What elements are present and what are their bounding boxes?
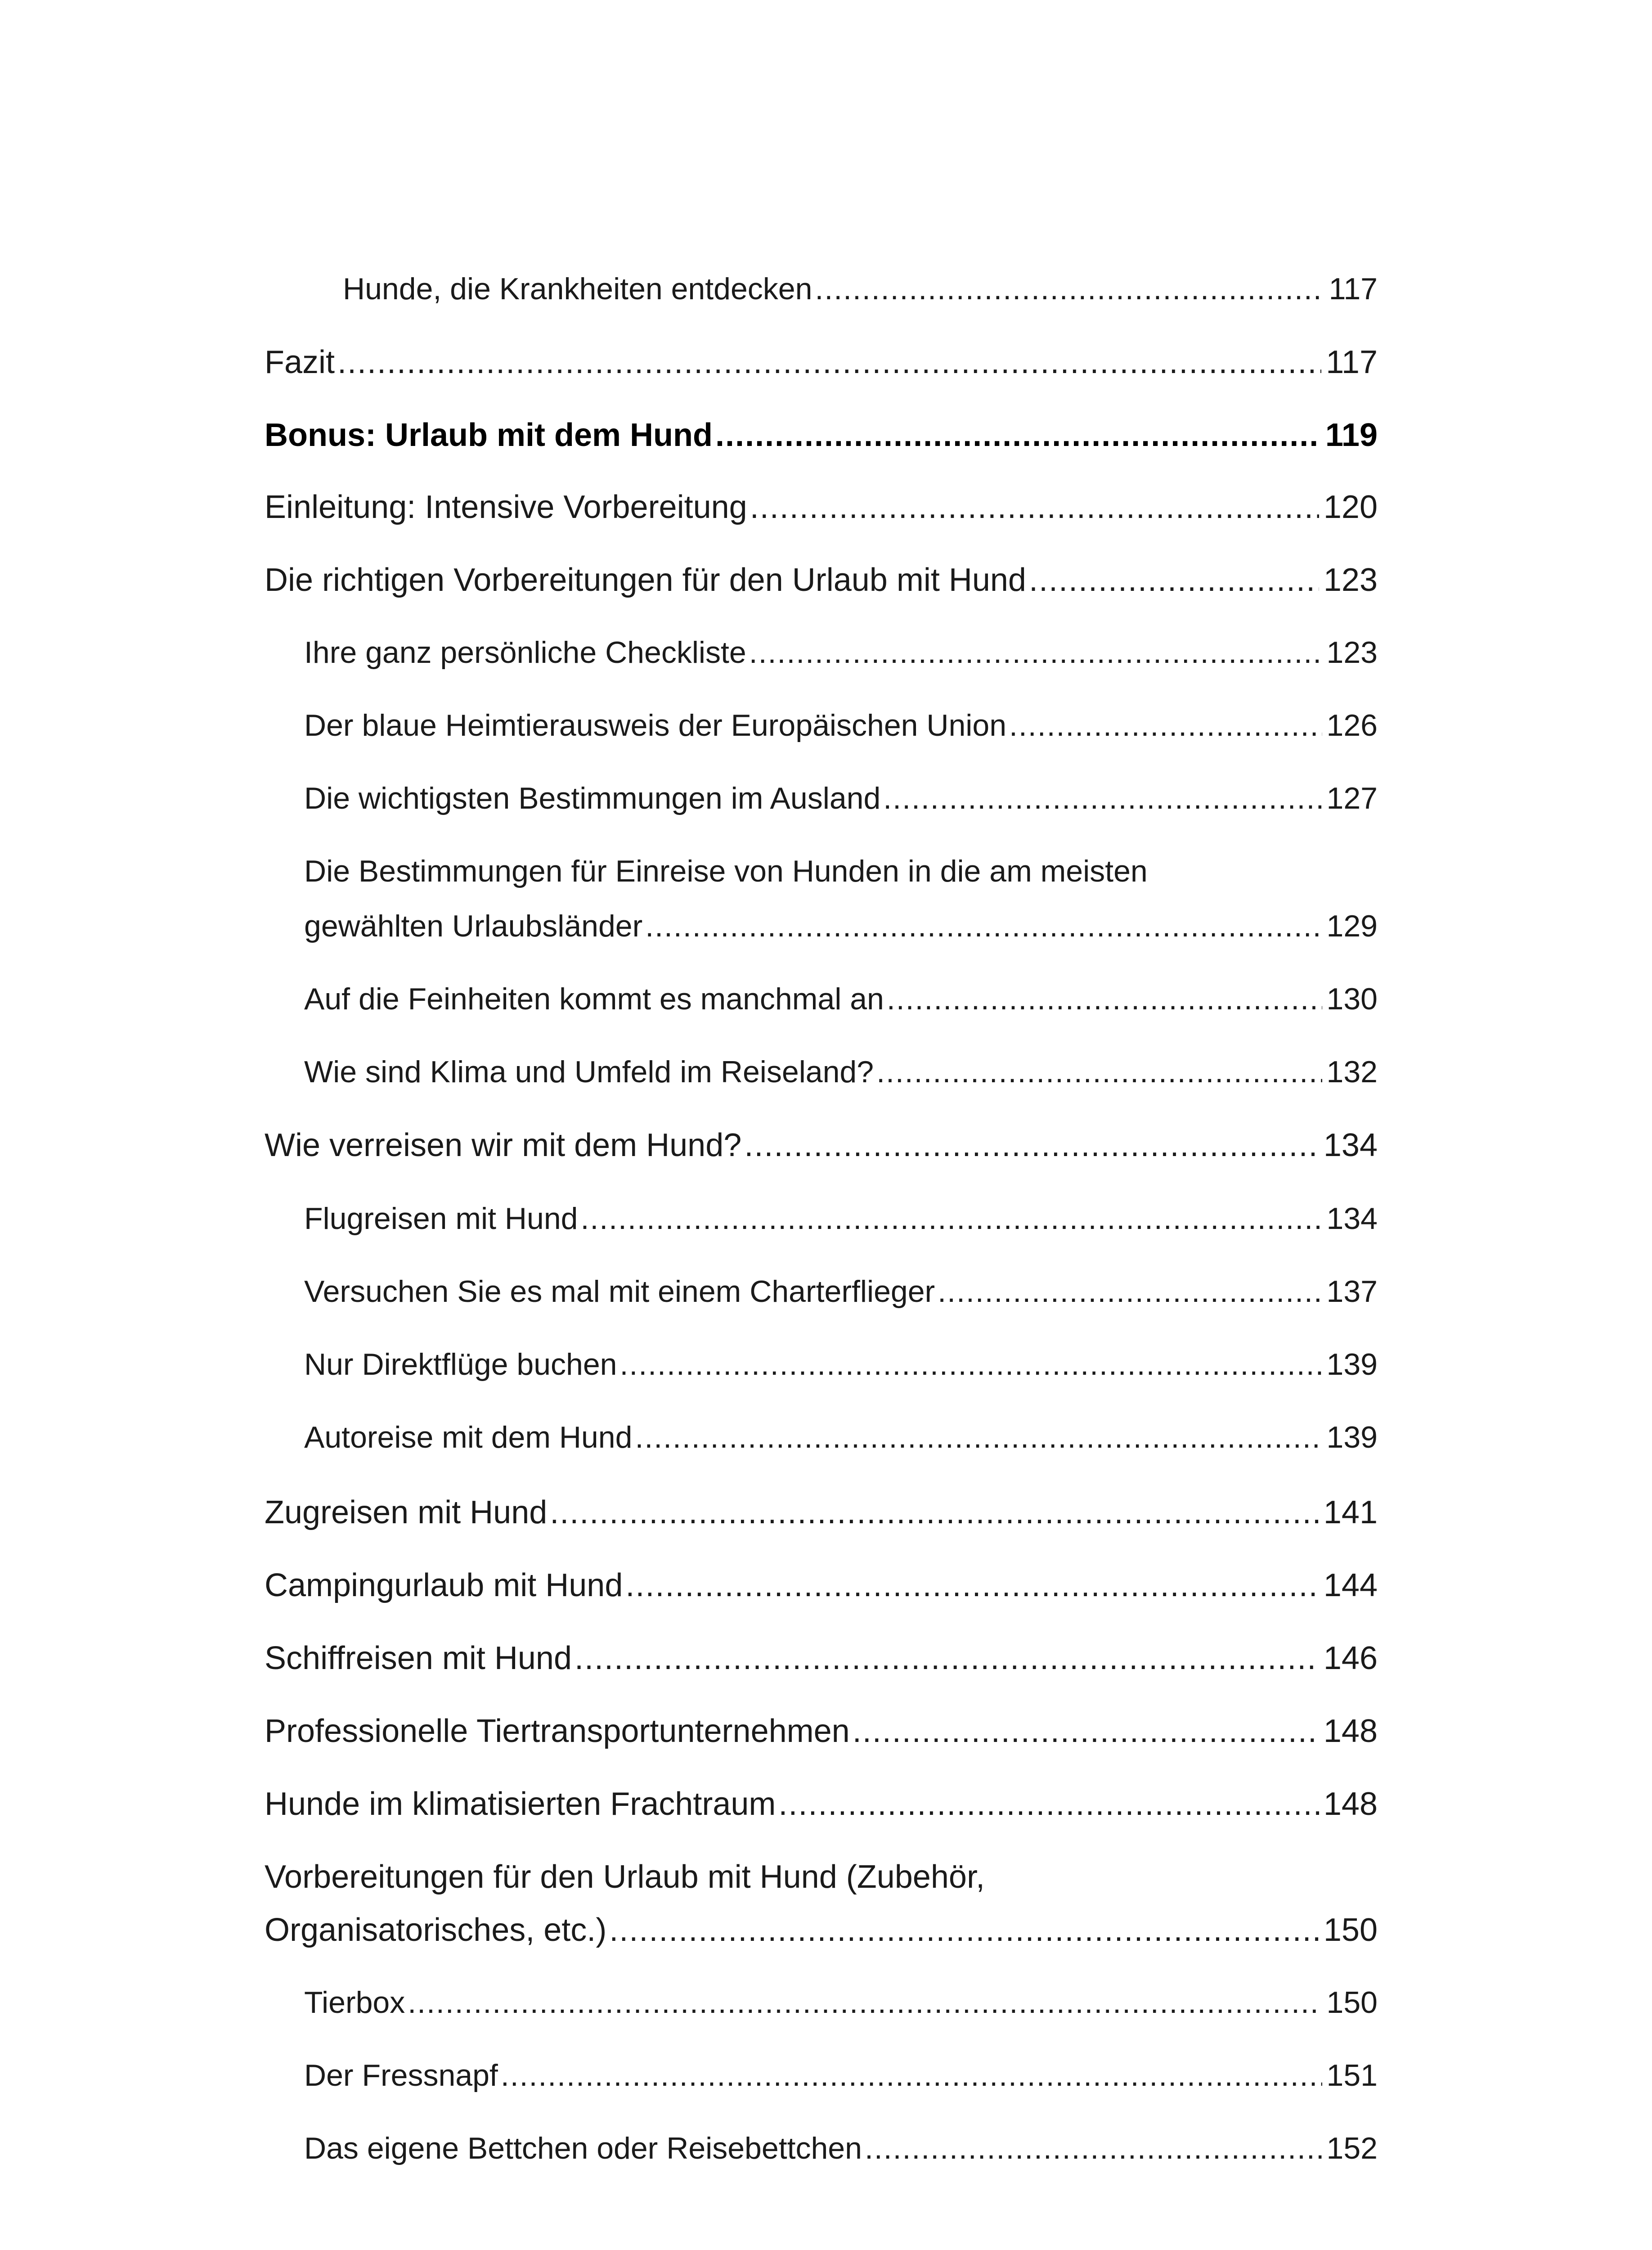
toc-entry[interactable] (304, 1984, 1378, 2021)
toc-entry[interactable] (304, 1053, 1378, 1091)
toc-entry-page: 130 (1326, 982, 1378, 1016)
toc-entry[interactable] (304, 1418, 1378, 1456)
toc-leader-dots (815, 270, 1324, 308)
toc-entry-page: 127 (1326, 781, 1378, 815)
toc-entry[interactable] (304, 1273, 1378, 1310)
toc-leader-dots (887, 980, 1322, 1018)
toc-entry[interactable] (265, 1566, 1378, 1605)
toc-leader-dots (337, 343, 1321, 382)
toc-entry[interactable] (304, 907, 1378, 945)
toc-entry-page: 123 (1326, 635, 1378, 670)
toc-entry-page: 126 (1326, 708, 1378, 742)
toc-entry-page: 150 (1326, 1985, 1378, 2020)
toc-entry[interactable] (265, 1712, 1378, 1750)
toc-entry-page: 134 (1323, 1127, 1378, 1163)
toc-leader-dots (625, 1566, 1319, 1605)
toc-entry-page: 123 (1323, 562, 1378, 598)
toc-entry-page: 146 (1323, 1640, 1378, 1676)
toc-entry-title: Professionelle Tiertransportunternehmen (265, 1713, 850, 1749)
toc-entry[interactable] (304, 980, 1378, 1018)
toc-entry[interactable] (304, 779, 1378, 817)
toc-entry-title: Der blaue Heimtierausweis der Europäischen Union (304, 708, 1007, 742)
toc-entry[interactable] (265, 343, 1378, 382)
toc-entry[interactable] (265, 488, 1378, 526)
toc-leader-dots (635, 1418, 1322, 1456)
toc-entry-title-line1[interactable]: Die Bestimmungen für Einreise von Hunden in die am meisten (304, 854, 1148, 888)
toc-entry-title: Die richtigen Vorbereitungen für den Urlaub mit Hund (265, 562, 1026, 598)
toc-entry-title: Das eigene Bettchen oder Reisebettchen (304, 2131, 862, 2165)
toc-entry-title: Wie verreisen wir mit dem Hund? (265, 1127, 742, 1163)
toc-leader-dots (501, 2056, 1322, 2094)
toc-leader-dots (883, 779, 1322, 817)
toc-entry-page: 148 (1323, 1713, 1378, 1749)
toc-leader-dots (408, 1984, 1322, 2021)
toc-entry-title: Autoreise mit dem Hund (304, 1420, 633, 1454)
toc-entry[interactable] (343, 270, 1378, 308)
toc-entry-title: Schiffreisen mit Hund (265, 1640, 572, 1676)
toc-entry-title-line1[interactable]: Vorbereitungen für den Urlaub mit Hund (Zubehör, (265, 1859, 985, 1895)
toc-entry-page: 119 (1325, 417, 1378, 453)
toc-entry-title: Tierbox (304, 1985, 405, 2020)
toc-entry[interactable] (304, 706, 1378, 744)
toc-leader-dots (575, 1639, 1319, 1678)
toc-leader-dots (853, 1712, 1319, 1750)
toc-leader-dots (645, 907, 1322, 945)
toc-entry-chapter[interactable] (265, 416, 1378, 454)
toc-entry-page: 139 (1326, 1420, 1378, 1454)
toc-entry-title: Fazit (265, 344, 335, 380)
toc-leader-dots (778, 1785, 1319, 1823)
toc-entry[interactable] (304, 1346, 1378, 1383)
toc-entry[interactable] (304, 1200, 1378, 1238)
toc-entry[interactable] (265, 1126, 1378, 1165)
toc-leader-dots (938, 1273, 1322, 1310)
toc-entry-page: 150 (1323, 1912, 1378, 1948)
toc-entry-title: Der Fressnapf (304, 2058, 498, 2092)
toc-entry[interactable] (265, 1785, 1378, 1823)
toc-leader-dots (876, 1053, 1322, 1091)
toc-entry[interactable] (265, 561, 1378, 599)
toc-entry-page: 144 (1323, 1567, 1378, 1603)
toc-entry-page: 132 (1326, 1055, 1378, 1089)
toc-entry-title: Bonus: Urlaub mit dem Hund (265, 417, 713, 453)
toc-entry-page: 141 (1323, 1494, 1378, 1530)
toc-leader-dots (715, 416, 1321, 454)
toc-leader-dots (749, 634, 1322, 671)
toc-entry-page: 134 (1326, 1202, 1378, 1236)
toc-entry[interactable] (265, 1639, 1378, 1678)
toc-entry-page: 151 (1326, 2058, 1378, 2092)
toc-entry-page: 117 (1326, 344, 1378, 380)
toc-leader-dots (550, 1493, 1319, 1532)
toc-entry-page: 148 (1323, 1786, 1378, 1822)
toc-entry-title: Einleitung: Intensive Vorbereitung (265, 489, 747, 525)
toc-leader-dots (744, 1126, 1319, 1165)
toc-entry[interactable] (265, 1911, 1378, 1949)
toc-entry-page: 129 (1326, 909, 1378, 943)
toc-entry[interactable] (304, 2129, 1378, 2167)
toc-leader-dots (609, 1911, 1319, 1949)
toc-entry-title: Flugreisen mit Hund (304, 1202, 578, 1236)
toc-leader-dots (580, 1200, 1322, 1238)
toc-leader-dots (1029, 561, 1319, 599)
toc-entry-page: 120 (1323, 489, 1378, 525)
toc-entry-title: Campingurlaub mit Hund (265, 1567, 623, 1603)
toc-leader-dots (1009, 706, 1322, 744)
toc-entry-page: 152 (1326, 2131, 1378, 2165)
toc-entry-page: 139 (1326, 1347, 1378, 1382)
toc-entry-title: Nur Direktflüge buchen (304, 1347, 617, 1382)
toc-leader-dots (865, 2129, 1322, 2167)
toc-entry-page: 137 (1326, 1274, 1378, 1309)
toc-entry-title: Hunde, die Krankheiten entdecken (343, 272, 813, 306)
toc-leader-dots (620, 1346, 1322, 1383)
toc-entry-title: Wie sind Klima und Umfeld im Reiseland? (304, 1055, 874, 1089)
toc-entry-title: Versuchen Sie es mal mit einem Charterflieger (304, 1274, 935, 1309)
toc-entry[interactable] (265, 1493, 1378, 1532)
toc-entry-title: Ihre ganz persönliche Checkliste (304, 635, 746, 670)
toc-entry-title: Zugreisen mit Hund (265, 1494, 548, 1530)
toc-entry-title: Hunde im klimatisierten Frachtraum (265, 1786, 776, 1822)
toc-entry-title: Die wichtigsten Bestimmungen im Ausland (304, 781, 881, 815)
toc-entry[interactable] (304, 634, 1378, 671)
toc-entry-page: 117 (1329, 272, 1378, 306)
toc-leader-dots (750, 488, 1319, 526)
toc-entry-title: Organisatorisches, etc.) (265, 1912, 607, 1948)
toc-entry-title: Auf die Feinheiten kommt es manchmal an (304, 982, 884, 1016)
toc-entry[interactable] (304, 2056, 1378, 2094)
toc-entry-title: gewählten Urlaubsländer (304, 909, 643, 943)
